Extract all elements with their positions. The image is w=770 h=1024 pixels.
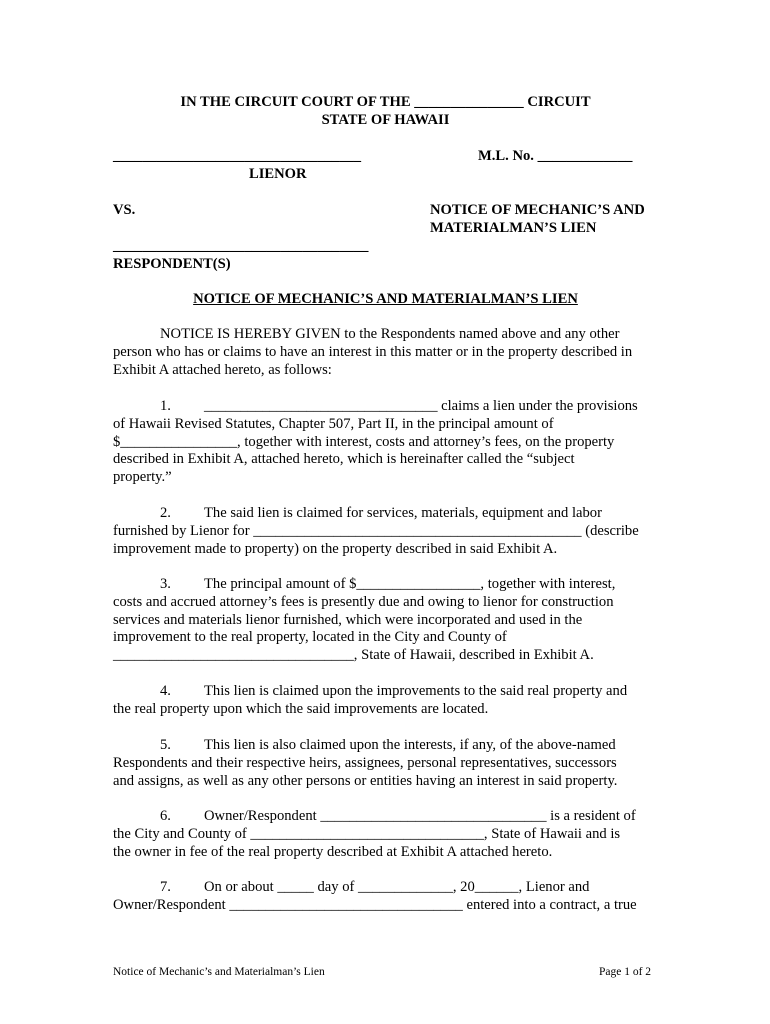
- paragraph-line: Owner/Respondent _______________________________ is a resident of: [204, 808, 636, 824]
- versus-label: VS.: [113, 202, 136, 218]
- numbered-paragraph-5: [113, 737, 658, 790]
- paragraph-line: improvement made to property) on the property described in said Exhibit A.: [113, 540, 558, 557]
- paragraph-line: $________________, together with interest, costs and attorney’s fees, on the property: [113, 433, 615, 450]
- ml-number: M.L. No. _____________: [478, 148, 633, 164]
- paragraph-line: _________________________________, State of Hawaii, described in Exhibit A.: [113, 647, 594, 664]
- page-number: Page 1 of 2: [599, 966, 652, 978]
- numbered-paragraph-2: [113, 505, 658, 558]
- document-title: NOTICE OF MECHANIC’S AND MATERIALMAN’S LIEN: [193, 291, 578, 307]
- paragraph-line: services and materials lienor furnished, which were incorporated and used in the: [113, 611, 583, 628]
- paragraph-number: 6.: [160, 808, 171, 824]
- intro-line: person who has or claims to have an interest in this matter or in the property described in: [113, 343, 633, 360]
- paragraph-number: 4.: [160, 683, 171, 699]
- numbered-paragraph-6: [113, 808, 658, 861]
- paragraph-line: This lien is also claimed upon the interests, if any, of the above-named: [204, 737, 616, 753]
- footer-document-title: Notice of Mechanic’s and Materialman’s Lien: [113, 966, 325, 978]
- paragraph-number: 5.: [160, 737, 171, 753]
- paragraph-line: the owner in fee of the real property described at Exhibit A attached hereto.: [113, 843, 553, 860]
- paragraph-line: furnished by Lienor for _____________________________________________ (describe: [113, 522, 639, 539]
- paragraph-number: 7.: [160, 879, 171, 895]
- paragraph-line: Respondents and their respective heirs, assignees, personal representatives, successors: [113, 754, 617, 771]
- paragraph-line: costs and accrued attorney’s fees is presently due and owing to lienor for construction: [113, 593, 614, 610]
- paragraph-line: the real property upon which the said improvements are located.: [113, 700, 489, 717]
- paragraph-line: and assigns, as well as any other persons or entities having an interest in said property.: [113, 772, 618, 789]
- lienor-label: LIENOR: [249, 166, 307, 182]
- respondent-label: RESPONDENT(S): [113, 256, 231, 272]
- notice-caption-line1: NOTICE OF MECHANIC’S AND: [430, 202, 645, 218]
- numbered-paragraph-3: [113, 576, 658, 665]
- notice-caption-line2: MATERIALMAN’S LIEN: [430, 220, 597, 236]
- intro-line: Exhibit A attached hereto, as follows:: [113, 361, 332, 378]
- paragraph-line: property.”: [113, 469, 172, 486]
- paragraph-line: This lien is claimed upon the improvements to the said real property and: [204, 683, 628, 699]
- paragraph-line: On or about _____ day of _____________, 20______, Lienor and: [204, 879, 590, 895]
- paragraph-line: ________________________________ claims a lien under the provisions: [204, 398, 638, 414]
- intro-line: NOTICE IS HEREBY GIVEN to the Respondents named above and any other: [160, 326, 620, 342]
- paragraph-line: Owner/Respondent ________________________________ entered into a contract, a true: [113, 896, 637, 913]
- paragraph-number: 1.: [160, 398, 171, 414]
- paragraph-line: of Hawaii Revised Statutes, Chapter 507, Part II, in the principal amount of: [113, 415, 554, 432]
- lienor-blank: __________________________________: [113, 148, 362, 164]
- paragraph-line: The said lien is claimed for services, materials, equipment and labor: [204, 505, 602, 521]
- paragraph-line: The principal amount of $_________________, together with interest,: [204, 576, 616, 592]
- intro-paragraph: [113, 326, 658, 379]
- paragraph-line: improvement to the real property, located in the City and County of: [113, 629, 507, 646]
- paragraph-line: the City and County of ________________________________, State of Hawaii and is: [113, 825, 621, 842]
- numbered-paragraph-1: [113, 398, 658, 487]
- numbered-paragraph-7: [113, 879, 658, 915]
- respondent-blank: ___________________________________: [113, 238, 369, 254]
- paragraph-number: 2.: [160, 505, 171, 521]
- paragraph-line: described in Exhibit A, attached hereto, which is hereinafter called the “subject: [113, 451, 575, 468]
- court-caption-line1: IN THE CIRCUIT COURT OF THE _______________ CIRCUIT: [180, 94, 591, 110]
- numbered-paragraph-4: [113, 683, 658, 719]
- paragraph-number: 3.: [160, 576, 171, 592]
- court-caption-line2: STATE OF HAWAII: [321, 112, 450, 128]
